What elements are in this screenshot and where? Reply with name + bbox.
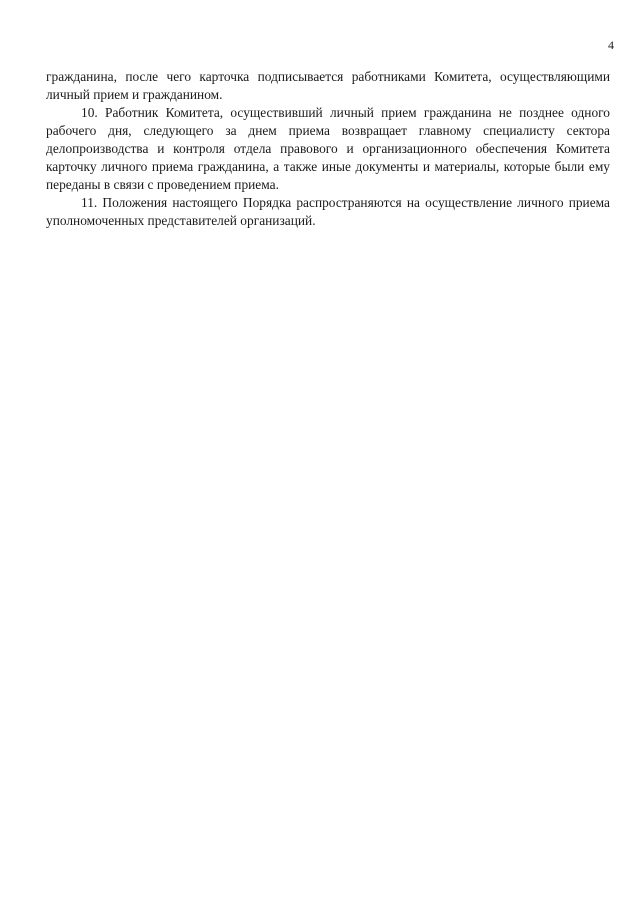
document-body xyxy=(46,68,610,230)
paragraph-continuation: гражданина, после чего карточка подписывается работниками Комитета, осуществляющими личный прием и гражданином. xyxy=(46,69,610,102)
paragraph-item-11: 11. Положения настоящего Порядка распространяются на осуществление личного приема уполномоченных представителей организаций. xyxy=(46,195,610,228)
page-number: 4 xyxy=(608,38,614,52)
paragraph-item-10: 10. Работник Комитета, осуществивший личный прием гражданина не позднее одного рабочего дня, следующего за днем приема возвращает главному специалисту сектора делопроизводства и контроля отдела правового и организационного обеспечения Комитета карточку личного приема гражданина, а также иные документы и материалы, которые были ему переданы в связи с проведением приема. xyxy=(46,105,610,192)
